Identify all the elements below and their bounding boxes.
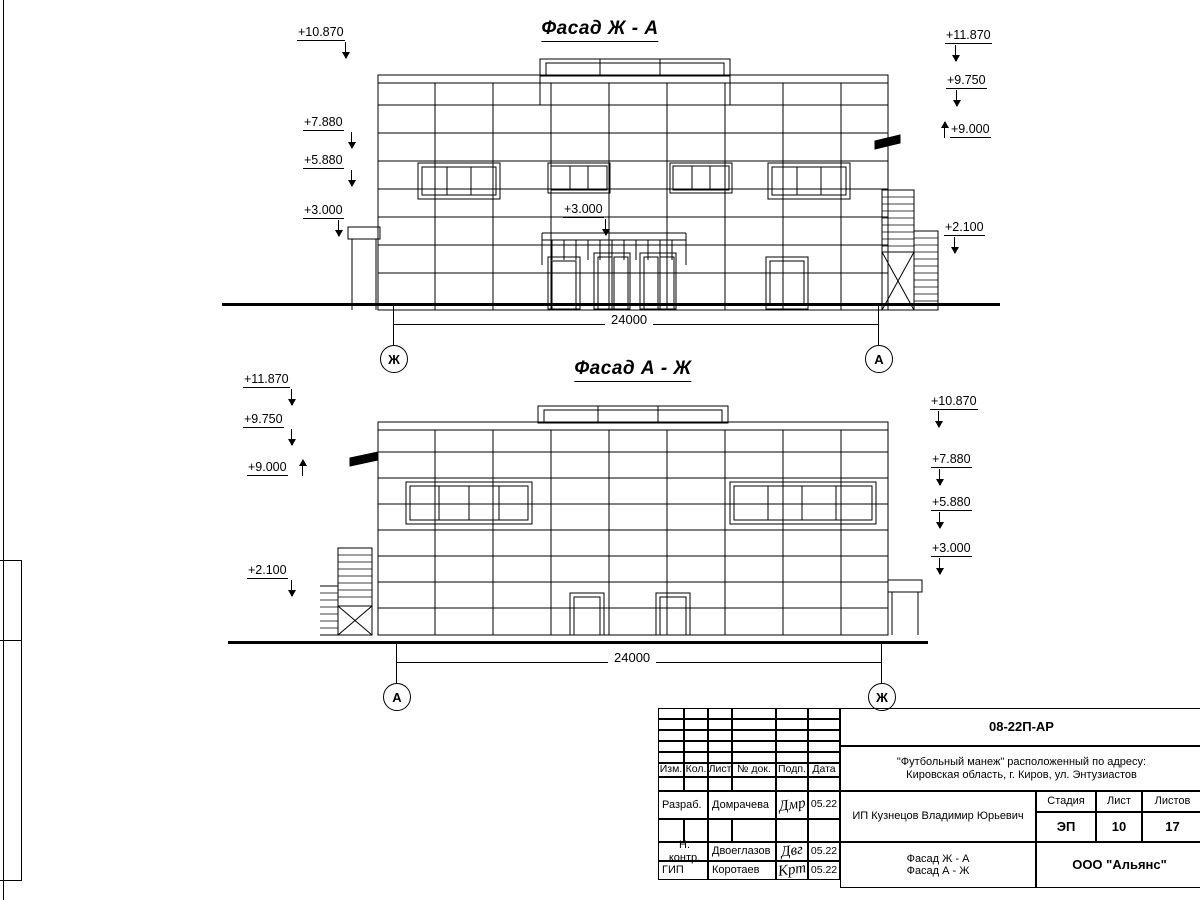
date-razrab: 05.22 [808, 791, 840, 819]
revision-cell [776, 752, 808, 763]
object-line-1: "Футбольный манеж" расположенный по адресу: [896, 756, 1147, 769]
level-arrow-top-right-4 [954, 237, 955, 253]
table-header-list: Лист [708, 763, 732, 776]
revision-cell [732, 708, 776, 719]
revision-cell [658, 741, 684, 752]
sheet-title-line-1: Фасад Ж - А [906, 852, 970, 865]
revision-cell [732, 741, 776, 752]
level-arrow-bottom-left-3 [302, 460, 303, 476]
revision-cell [708, 741, 732, 752]
elevation-bottom-drawing [320, 390, 960, 645]
axis-bubble-bottom-right-label: Ж [876, 689, 888, 705]
level-marker-top-left-4: +3.000 [304, 203, 343, 217]
stage-header: Стадия [1036, 791, 1096, 812]
signature-glyph: Дмр [777, 794, 807, 815]
table-header-izm: Изм. [659, 763, 683, 776]
level-marker-top-left-1: +10.870 [298, 25, 344, 39]
revision-cell [708, 819, 732, 842]
level-marker-bottom-right-1: +10.870 [931, 394, 977, 408]
revision-cell [658, 752, 684, 763]
revision-cell [776, 730, 808, 741]
signature-razrab [776, 791, 808, 819]
revision-cell [732, 777, 776, 791]
sheet-border-left-inner [21, 560, 22, 880]
sheet-header: Лист [1096, 791, 1142, 812]
sheet-border-mark-2 [0, 640, 22, 641]
sheet-border-mark-3 [0, 880, 22, 881]
date-gip: 05.22 [808, 861, 840, 880]
level-arrow-top-left-1 [345, 42, 346, 58]
signature-nkontr [776, 842, 808, 861]
object-line-2: Кировская область, г. Киров, ул. Энтузиастов [906, 768, 1137, 781]
level-marker-bottom-left-2: +9.750 [244, 412, 283, 426]
level-marker-bottom-right-2: +7.880 [932, 452, 971, 466]
level-marker-bottom-left-3: +9.000 [248, 460, 287, 474]
level-marker-top-left-3: +5.880 [304, 153, 343, 167]
revision-cell [658, 730, 684, 741]
revision-cell [808, 819, 840, 842]
revision-cell [776, 777, 808, 791]
sheet-border-mark-1 [0, 560, 22, 561]
revision-cell [808, 719, 840, 730]
axis-bubble-bottom-left-label: А [392, 689, 402, 705]
elevation-top-title: Фасад Ж - А [541, 18, 658, 40]
revision-cell [684, 708, 708, 719]
level-arrow-top-left-3 [351, 170, 352, 186]
customer-name: ИП Кузнецов Владимир Юрьевич [840, 791, 1036, 842]
revision-cell [708, 708, 732, 719]
table-header-kol: Кол. [685, 763, 707, 776]
name-gip: Коротаев [708, 861, 776, 880]
name-nkontr: Двоеглазов [708, 842, 776, 861]
revision-cell [776, 708, 808, 719]
revision-cell [732, 752, 776, 763]
level-marker-top-right-3: +9.000 [951, 122, 990, 136]
level-arrow-bottom-right-2 [939, 469, 940, 485]
level-marker-top-center: +3.000 [564, 202, 603, 216]
revision-cell [732, 819, 776, 842]
table-header-podp: Подп. [776, 763, 808, 777]
revision-cell [776, 819, 808, 842]
ground-line-bottom [228, 641, 928, 644]
elevation-top-drawing [330, 45, 1030, 320]
revision-cell [808, 730, 840, 741]
axis-bubble-top-left-label: Ж [388, 351, 400, 367]
revision-cell [684, 752, 708, 763]
signature-glyph: Крт [776, 860, 807, 881]
revision-cell [658, 819, 684, 842]
level-marker-top-right-1: +11.870 [946, 28, 991, 42]
role-razrab: Разраб. [658, 791, 708, 819]
level-arrow-bottom-left-1 [291, 389, 292, 405]
revision-cell [808, 708, 840, 719]
sheets-total-header: Листов [1142, 791, 1200, 812]
level-arrow-bottom-left-2 [291, 429, 292, 445]
revision-cell [808, 741, 840, 752]
signature-gip [776, 861, 808, 880]
revision-cell [732, 730, 776, 741]
role-gip: ГИП [658, 861, 708, 880]
sheet-title-line-2: Фасад А - Ж [906, 865, 970, 877]
elevation-bottom-title: Фасад А - Ж [574, 358, 691, 380]
revision-cell [808, 777, 840, 791]
revision-cell [658, 708, 684, 719]
level-arrow-bottom-right-1 [938, 411, 939, 427]
dimension-label-bottom: 24000 [608, 650, 656, 665]
level-marker-bottom-right-3: +5.880 [932, 495, 971, 509]
table-header-data: Дата [808, 763, 840, 777]
revision-cell [684, 730, 708, 741]
dimension-label-top: 24000 [605, 312, 653, 327]
axis-bubble-top-right [865, 345, 893, 373]
revision-cell [708, 719, 732, 730]
ground-line-top [222, 303, 1000, 306]
level-arrow-top-left-4 [338, 220, 339, 236]
sheet-border-left [3, 0, 4, 900]
revision-cell [708, 730, 732, 741]
date-nkontr: 05.22 [808, 842, 840, 861]
dimension-tick-top-right [878, 320, 879, 329]
level-arrow-top-left-2 [351, 132, 352, 148]
dimension-tick-bottom-left [396, 658, 397, 667]
company-name: ООО "Альянс" [1036, 842, 1200, 888]
level-arrow-bottom-left-4 [291, 580, 292, 596]
name-razrab: Домрачева [708, 791, 776, 819]
dimension-tick-top-left [393, 320, 394, 329]
level-marker-bottom-left-4: +2.100 [248, 563, 287, 577]
title-block [658, 708, 1200, 888]
revision-cell [684, 741, 708, 752]
revision-cell [776, 719, 808, 730]
level-arrow-top-center [605, 219, 606, 235]
axis-bubble-bottom-left [383, 683, 411, 711]
role-nkontr: Н. контр. [658, 842, 708, 861]
revision-cell [684, 819, 708, 842]
revision-cell [808, 752, 840, 763]
stage-value: ЭП [1036, 812, 1096, 842]
level-arrow-bottom-right-3 [939, 512, 940, 528]
axis-bubble-bottom-right [868, 683, 896, 711]
dimension-tick-bottom-right [881, 658, 882, 667]
level-marker-bottom-left-1: +11.870 [244, 372, 289, 386]
level-marker-top-right-4: +2.100 [945, 220, 984, 234]
level-arrow-top-right-3 [944, 122, 945, 138]
level-marker-bottom-right-4: +3.000 [932, 541, 971, 555]
sheet-number-value: 10 [1096, 812, 1142, 842]
level-arrow-bottom-right-4 [939, 558, 940, 574]
revision-cell [708, 777, 732, 791]
revision-cell [776, 741, 808, 752]
axis-bubble-top-left [380, 345, 408, 373]
revision-cell [732, 719, 776, 730]
revision-cell [658, 719, 684, 730]
axis-bubble-top-right-label: А [874, 351, 884, 367]
revision-cell [658, 777, 684, 791]
level-marker-top-left-2: +7.880 [304, 115, 343, 129]
document-code: 08-22П-АР [840, 708, 1200, 746]
signature-glyph: Двг [779, 841, 804, 861]
level-arrow-top-right-2 [956, 90, 957, 106]
revision-cell [684, 719, 708, 730]
object-description [840, 746, 1200, 791]
level-marker-top-right-2: +9.750 [947, 73, 986, 87]
sheets-total-value: 17 [1142, 812, 1200, 842]
table-header-doc: № док. [732, 763, 776, 777]
sheet-title [840, 842, 1036, 888]
revision-cell [708, 752, 732, 763]
level-arrow-top-right-1 [955, 45, 956, 61]
revision-cell [684, 777, 708, 791]
